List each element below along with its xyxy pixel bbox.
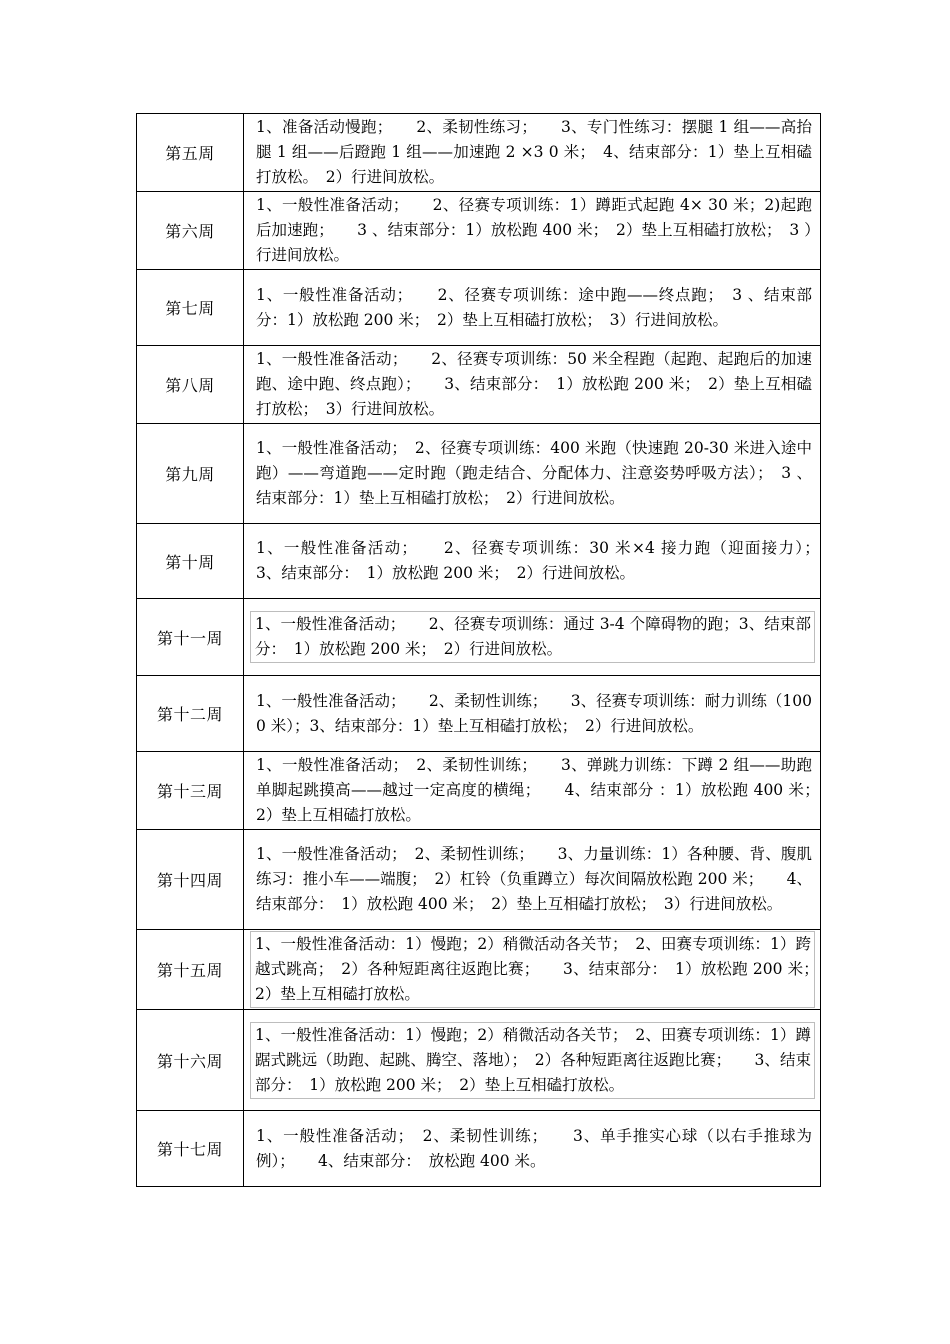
- table-row: [137, 676, 821, 752]
- week-cell: 第六周: [137, 192, 244, 270]
- content-inner-box: 1、一般性准备活动：1）慢跑；2）稍微活动各关节； 2、田赛专项训练：1）跨越式跳高； 2）各种短距离往返跑比赛； 3、结束部分： 1）放松跑 200 米； 2）垫上互相磕打放松。: [250, 931, 815, 1008]
- content-cell: 1、一般性准备活动； 2、径赛专项训练：400 米跑（快速跑 20-30 米进入途中跑）——弯道跑——定时跑（跑走结合、分配体力、注意姿势呼吸方法）； 3 、结束部分：1）垫上互相磕打放松； 2）行进间放松。: [244, 424, 821, 524]
- content-cell: [244, 599, 821, 676]
- content-cell: 1、一般性准备活动； 2、柔韧性训练； 3、单手推实心球（以右手推球为例）； 4、结束部分： 放松跑 400 米。: [244, 1111, 821, 1187]
- week-cell: 第十五周: [137, 930, 244, 1010]
- content-cell: [244, 1010, 821, 1111]
- table-row: [137, 524, 821, 599]
- content-cell: 1、一般性准备活动； 2、径赛专项训练：1）蹲距式起跑 4× 30 米；2)起跑后加速跑； 3 、结束部分：1）放松跑 400 米； 2）垫上互相磕打放松； 3 ）行进间放松。: [244, 192, 821, 270]
- content-cell: 1、一般性准备活动； 2、径赛专项训练：30 米×4 接力跑（迎面接力）； 3、结束部分： 1）放松跑 200 米； 2）行进间放松。: [244, 524, 821, 599]
- table-row: [137, 1010, 821, 1111]
- week-cell: 第五周: [137, 114, 244, 192]
- table-row: [137, 599, 821, 676]
- week-cell: 第十六周: [137, 1010, 244, 1111]
- content-cell: 1、准备活动慢跑； 2、柔韧性练习； 3、专门性练习：摆腿 1 组——高抬腿 1 组——后蹬跑 1 组——加速跑 2 ×3 0 米； 4、结束部分：1）垫上互相磕打放松。 2）行进间放松。: [244, 114, 821, 192]
- week-cell: 第九周: [137, 424, 244, 524]
- week-cell: 第十周: [137, 524, 244, 599]
- table-row: [137, 270, 821, 346]
- week-cell: 第十七周: [137, 1111, 244, 1187]
- table-row: [137, 930, 821, 1010]
- training-schedule-table: [136, 113, 844, 1187]
- week-cell: 第七周: [137, 270, 244, 346]
- content-inner-box: 1、一般性准备活动：1）慢跑；2）稍微活动各关节； 2、田赛专项训练：1）蹲踞式跳远（助跑、起跳、腾空、落地）； 2）各种短距离往返跑比赛； 3、结束部分： 1）放松跑 200 米； 2）垫上互相磕打放松。: [250, 1022, 815, 1099]
- table-row: [137, 114, 821, 192]
- table-row: [137, 346, 821, 424]
- content-cell: [244, 930, 827, 1010]
- table-row: [137, 752, 821, 830]
- table-row: [137, 424, 821, 524]
- content-cell: 1、一般性准备活动； 2、柔韧性训练； 3、力量训练：1）各种腰、背、腹肌练习：推小车——端腹； 2）杠铃（负重蹲立）每次间隔放松跑 200 米； 4、结束部分： 1）放松跑 400 米； 2）垫上互相磕打放松； 3）行进间放松。: [244, 830, 821, 930]
- content-cell: 1、一般性准备活动； 2、柔韧性训练； 3、弹跳力训练：下蹲 2 组——助跑单脚起跳摸高——越过一定高度的横绳； 4、结束部分 ：1）放松跑 400 米； 2）垫上互相磕打放松。: [244, 752, 821, 830]
- content-cell: 1、一般性准备活动； 2、柔韧性训练； 3、径赛专项训练：耐力训练（1000 米）；3、结束部分：1）垫上互相磕打放松； 2）行进间放松。: [244, 676, 821, 752]
- table-row: [137, 192, 821, 270]
- table-row: [137, 830, 821, 930]
- content-cell: 1、一般性准备活动； 2、径赛专项训练：途中跑——终点跑； 3 、结束部分：1）放松跑 200 米； 2）垫上互相磕打放松； 3）行进间放松。: [244, 270, 821, 346]
- week-cell: 第八周: [137, 346, 244, 424]
- content-inner-box: 1、一般性准备活动； 2、径赛专项训练：通过 3-4 个障碍物的跑；3、结束部分： 1）放松跑 200 米； 2）行进间放松。: [250, 611, 815, 663]
- content-cell: 1、一般性准备活动； 2、径赛专项训练：50 米全程跑（起跑、起跑后的加速跑、途中跑、终点跑）； 3、结束部分： 1）放松跑 200 米； 2）垫上互相磕打放松； 3）行进间放松。: [244, 346, 821, 424]
- table-row: [137, 1111, 821, 1187]
- week-cell: 第十四周: [137, 830, 244, 930]
- week-cell: 第十二周: [137, 676, 244, 752]
- week-cell: 第十一周: [137, 599, 244, 676]
- week-cell: 第十三周: [137, 752, 244, 830]
